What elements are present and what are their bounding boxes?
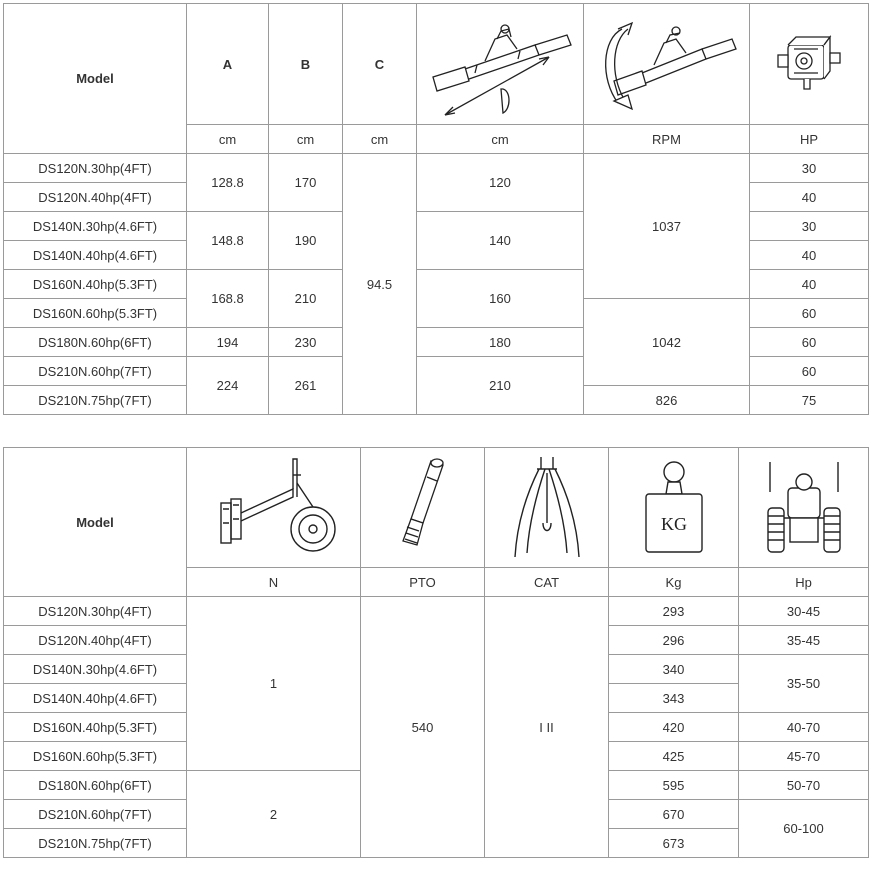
model-cell: DS120N.30hp(4FT) xyxy=(4,597,187,626)
model-cell: DS160N.60hp(5.3FT) xyxy=(4,742,187,771)
gearbox-diagram-header xyxy=(750,4,869,125)
model-header: Model xyxy=(4,448,187,597)
hitch-diagram-header xyxy=(485,448,609,568)
kg-cell: 673 xyxy=(609,829,739,858)
kg-cell: 340 xyxy=(609,655,739,684)
rpm-cell: 826 xyxy=(584,386,750,415)
unit-width: cm xyxy=(417,125,584,154)
hp-range-cell: 35-50 xyxy=(739,655,869,713)
tractor-rear-icon xyxy=(764,458,844,558)
hp-cell: 60 xyxy=(750,357,869,386)
unit-hp: HP xyxy=(750,125,869,154)
spec-table-dimensions xyxy=(3,3,869,415)
pto-cell: 540 xyxy=(361,597,485,858)
model-cell: DS120N.30hp(4FT) xyxy=(4,154,187,183)
pto-diagram-header xyxy=(361,448,485,568)
hp-range-cell: 50-70 xyxy=(739,771,869,800)
unit-cat: CAT xyxy=(485,568,609,597)
model-cell: DS180N.60hp(6FT) xyxy=(4,328,187,357)
model-cell: DS160N.60hp(5.3FT) xyxy=(4,299,187,328)
model-cell: DS210N.60hp(7FT) xyxy=(4,800,187,829)
hp-range-cell: 45-70 xyxy=(739,742,869,771)
hp-cell: 60 xyxy=(750,299,869,328)
model-cell: DS160N.40hp(5.3FT) xyxy=(4,713,187,742)
hp-cell: 30 xyxy=(750,212,869,241)
unit-hp: Hp xyxy=(739,568,869,597)
width-cell: 210 xyxy=(417,357,584,415)
unit-c: cm xyxy=(343,125,417,154)
kg-cell: 420 xyxy=(609,713,739,742)
hp-cell: 60 xyxy=(750,328,869,357)
width-cell: 120 xyxy=(417,154,584,212)
header-row xyxy=(4,448,869,568)
kg-cell: 293 xyxy=(609,597,739,626)
a-cell: 224 xyxy=(187,357,269,415)
hp-cell: 30 xyxy=(750,154,869,183)
unit-a: cm xyxy=(187,125,269,154)
unit-b: cm xyxy=(269,125,343,154)
width-cell: 180 xyxy=(417,328,584,357)
rpm-cell: 1042 xyxy=(584,299,750,386)
working-width-diagram-header xyxy=(417,4,584,125)
model-header: Model xyxy=(4,4,187,154)
b-cell: 190 xyxy=(269,212,343,270)
rpm-cell: 1037 xyxy=(584,154,750,299)
rotation-diagram-icon xyxy=(592,9,742,119)
table-row xyxy=(4,597,869,626)
n-cell: 2 xyxy=(187,771,361,858)
depth-wheel-icon xyxy=(209,453,339,563)
a-header: A xyxy=(187,4,269,125)
unit-rpm: RPM xyxy=(584,125,750,154)
gearbox-icon xyxy=(774,29,844,99)
hp-cell: 40 xyxy=(750,241,869,270)
a-cell: 194 xyxy=(187,328,269,357)
hp-range-cell: 40-70 xyxy=(739,713,869,742)
model-cell: DS120N.40hp(4FT) xyxy=(4,626,187,655)
kg-cell: 343 xyxy=(609,684,739,713)
working-width-diagram-icon xyxy=(425,9,575,119)
b-cell: 261 xyxy=(269,357,343,415)
hp-range-cell: 60-100 xyxy=(739,800,869,858)
kg-cell: 595 xyxy=(609,771,739,800)
header-row xyxy=(4,4,869,125)
kg-cell: 670 xyxy=(609,800,739,829)
kg-label: KG xyxy=(660,513,687,534)
unit-pto: PTO xyxy=(361,568,485,597)
spec-table-equipment xyxy=(3,447,869,858)
hp-cell: 75 xyxy=(750,386,869,415)
b-cell: 210 xyxy=(269,270,343,328)
model-cell: DS180N.60hp(6FT) xyxy=(4,771,187,800)
model-cell: DS210N.60hp(7FT) xyxy=(4,357,187,386)
c-header: C xyxy=(343,4,417,125)
kg-cell: 425 xyxy=(609,742,739,771)
n-cell: 1 xyxy=(187,597,361,771)
width-cell: 160 xyxy=(417,270,584,328)
model-cell: DS210N.75hp(7FT) xyxy=(4,829,187,858)
model-cell: DS140N.30hp(4.6FT) xyxy=(4,212,187,241)
b-header: B xyxy=(269,4,343,125)
width-cell: 140 xyxy=(417,212,584,270)
hp-cell: 40 xyxy=(750,183,869,212)
table-row xyxy=(4,154,869,183)
hp-range-cell: 35-45 xyxy=(739,626,869,655)
unit-kg: Kg xyxy=(609,568,739,597)
model-cell: DS140N.40hp(4.6FT) xyxy=(4,684,187,713)
rotation-diagram-header xyxy=(584,4,750,125)
wheel-diagram-header xyxy=(187,448,361,568)
three-point-hitch-icon xyxy=(507,453,587,563)
c-cell: 94.5 xyxy=(343,154,417,415)
b-cell: 170 xyxy=(269,154,343,212)
cat-cell: I II xyxy=(485,597,609,858)
unit-n: N xyxy=(187,568,361,597)
model-cell: DS140N.30hp(4.6FT) xyxy=(4,655,187,684)
weight-diagram-header xyxy=(609,448,739,568)
a-cell: 168.8 xyxy=(187,270,269,328)
weight-icon xyxy=(634,458,714,558)
tractor-diagram-header xyxy=(739,448,869,568)
model-cell: DS120N.40hp(4FT) xyxy=(4,183,187,212)
hp-range-cell: 30-45 xyxy=(739,597,869,626)
a-cell: 128.8 xyxy=(187,154,269,212)
model-cell: DS140N.40hp(4.6FT) xyxy=(4,241,187,270)
pto-shaft-icon xyxy=(383,453,463,563)
hp-cell: 40 xyxy=(750,270,869,299)
b-cell: 230 xyxy=(269,328,343,357)
a-cell: 148.8 xyxy=(187,212,269,270)
model-cell: DS160N.40hp(5.3FT) xyxy=(4,270,187,299)
model-cell: DS210N.75hp(7FT) xyxy=(4,386,187,415)
kg-cell: 296 xyxy=(609,626,739,655)
